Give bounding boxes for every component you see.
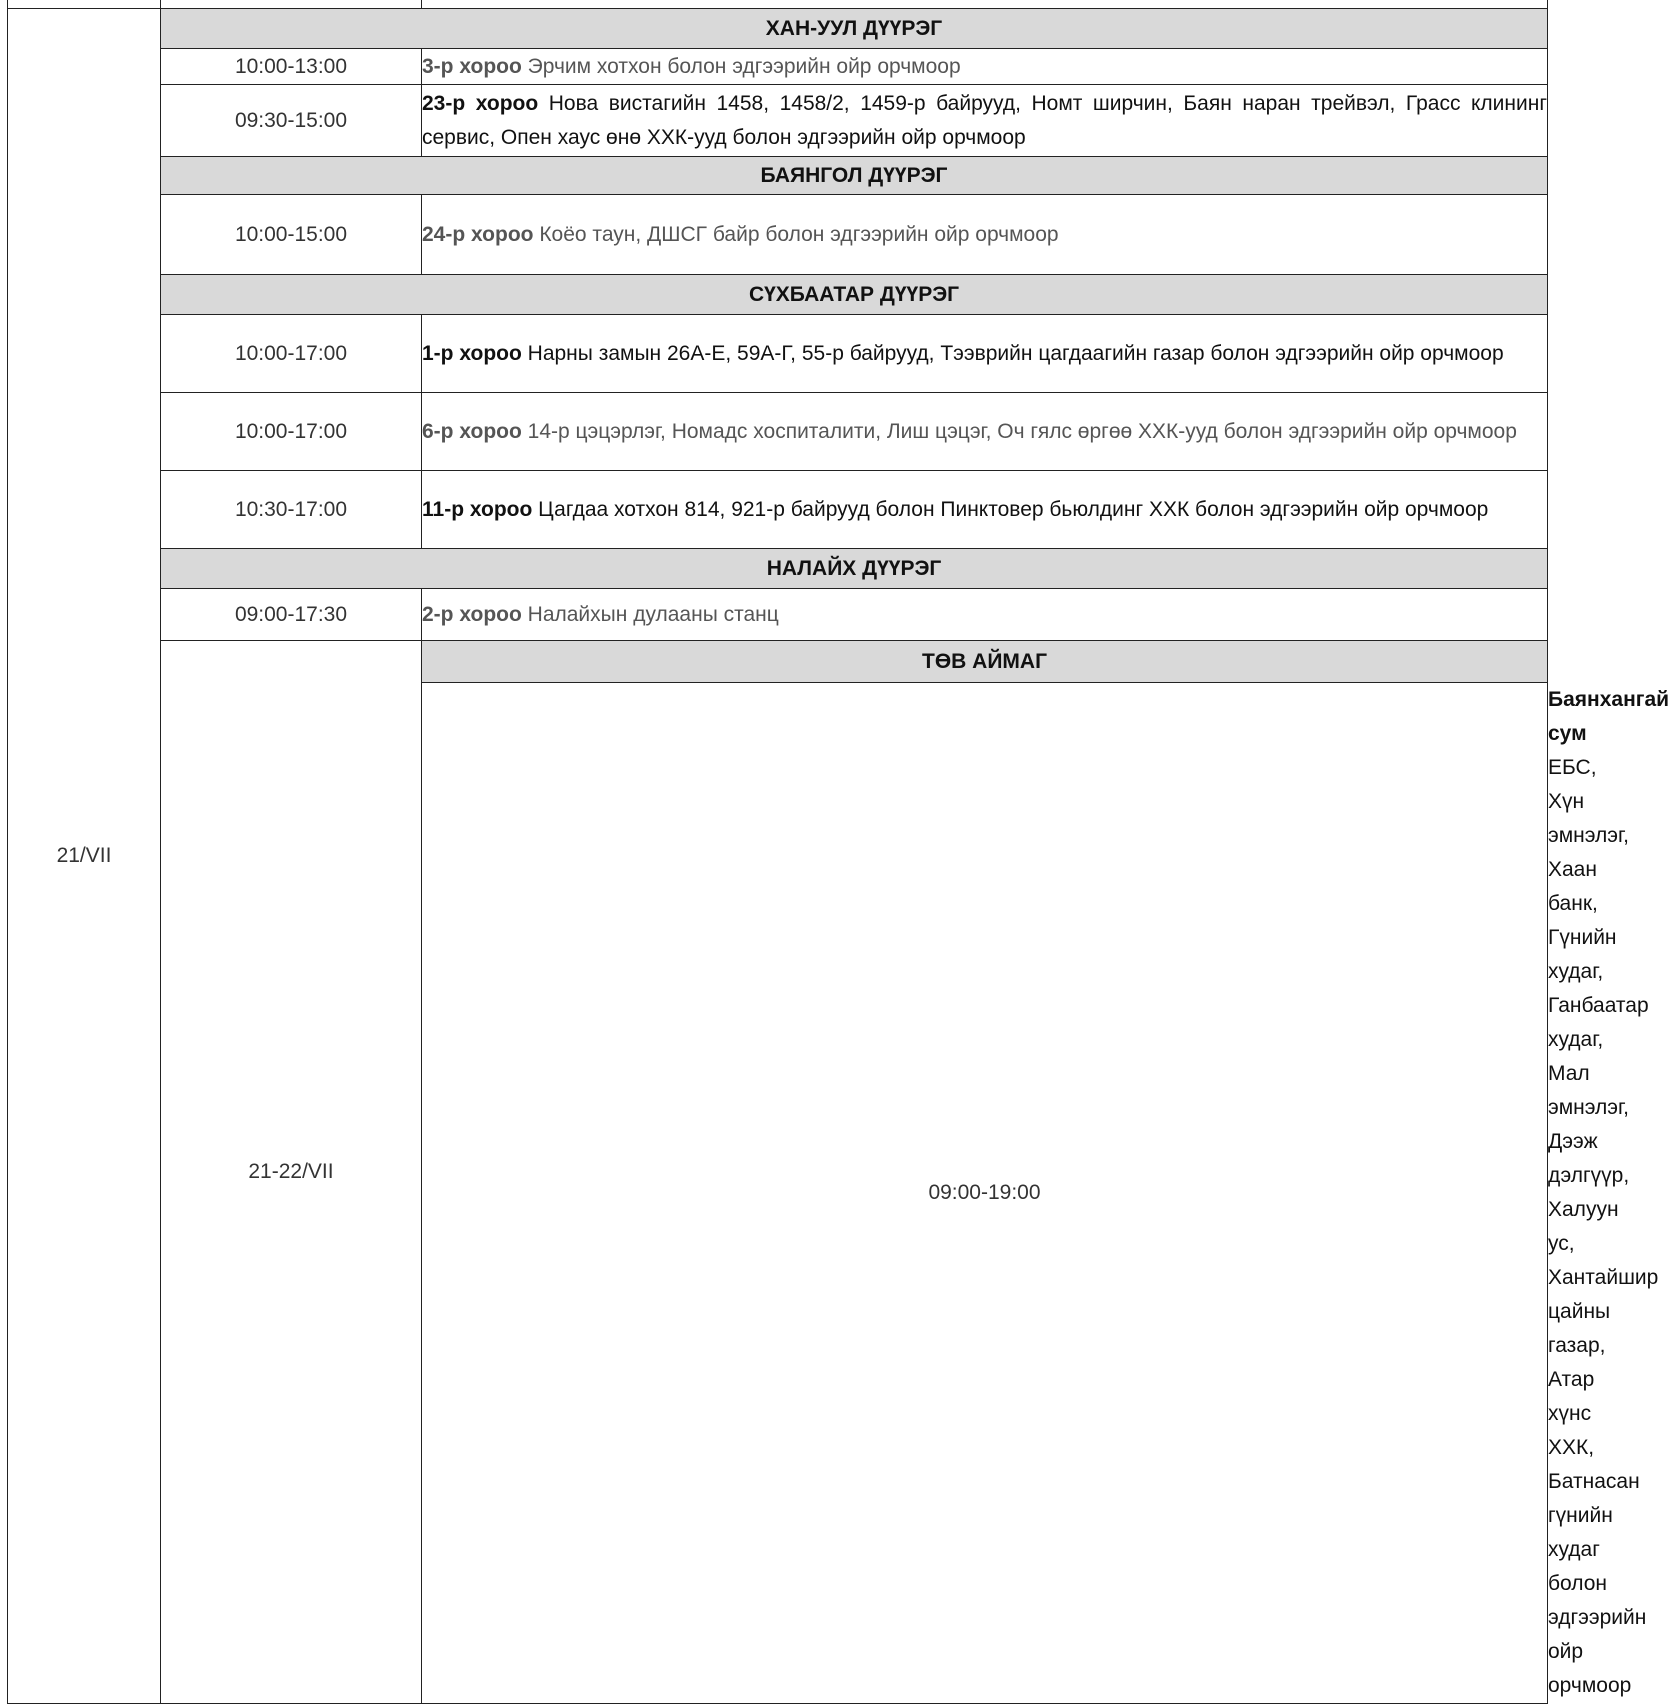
table-row [8, 195, 1548, 275]
district-header: ХАН-УУЛ ДҮҮРЭГ [161, 9, 1548, 49]
time-cell: 10:30-17:00 [161, 471, 422, 549]
location-cell [422, 49, 1548, 85]
table-row [8, 49, 1548, 85]
district-header-row [8, 9, 1548, 49]
table-row [8, 589, 1548, 641]
khoroo-label: 6-р хороо [422, 419, 522, 443]
time-cell: 09:00-17:30 [161, 589, 422, 641]
location-cell [422, 195, 1548, 275]
district-header-row [8, 549, 1548, 589]
district-header: ТӨВ АЙМАГ [422, 641, 1548, 683]
location-text: Цагдаа хотхон 814, 921-р байрууд болон Пинктовер бьюлдинг ХХК болон эдгээрийн ойр орчмоор [538, 497, 1489, 521]
table-row [8, 85, 1548, 157]
khoroo-label: 23-р хороо [422, 91, 539, 115]
district-header-row [8, 157, 1548, 195]
location-text: Нарны замын 26А-Е, 59А-Г, 55-р байрууд, Тээврийн цагдаагийн газар болон эдгээрийн ойр орчмоор [527, 341, 1504, 365]
location-cell [422, 315, 1548, 393]
location-cell [422, 589, 1548, 641]
table-row [8, 393, 1548, 471]
time-cell: 10:00-15:00 [161, 195, 422, 275]
table-row [8, 471, 1548, 549]
time-cell: 09:00-19:00 [422, 683, 1548, 1704]
date-cell: 21/VII [8, 9, 161, 1704]
location-text: 14-р цэцэрлэг, Номадс хоспиталити, Лиш цэцэг, Оч гялс өргөө ХХК-ууд болон эдгээрийн ойр орчмоор [527, 419, 1517, 443]
district-header: НАЛАЙХ ДҮҮРЭГ [161, 549, 1548, 589]
khoroo-label: Баянхангай сум [1548, 688, 1669, 745]
location-text: Эрчим хотхон болон эдгээрийн ойр орчмоор [527, 54, 961, 78]
time-cell: 10:00-13:00 [161, 49, 422, 85]
location-cell [422, 393, 1548, 471]
date-cell: 21-22/VII [161, 641, 422, 1704]
location-text: Налайхын дулааны станц [527, 602, 779, 626]
khoroo-label: 1-р хороо [422, 341, 522, 365]
khoroo-label: 11-р хороо [422, 497, 533, 521]
time-cell: 09:30-15:00 [161, 85, 422, 157]
outage-schedule-table [7, 0, 1669, 1704]
district-header-row [8, 275, 1548, 315]
district-header-row [8, 641, 1548, 683]
khoroo-label: 3-р хороо [422, 54, 522, 78]
time-cell: 10:00-17:00 [161, 393, 422, 471]
khoroo-label: 24-р хороо [422, 222, 534, 246]
location-cell [422, 471, 1548, 549]
time-cell: 10:00-17:00 [161, 315, 422, 393]
location-text: ЕБС, Хүн эмнэлэг, Хаан банк, Гүнийн худаг, Ганбаатар худаг, Мал эмнэлэг, Дээж дэлгүүр, Халуун ус, Хантайшир цайны газар, Атар хүнс ХХК, Батнасан гүнийн худаг болон эдгээрийн ойр орчмоор [1548, 756, 1659, 1697]
location-cell [422, 85, 1548, 157]
table-row [8, 315, 1548, 393]
district-header: СҮХБААТАР ДҮҮРЭГ [161, 275, 1548, 315]
district-header: БАЯНГОЛ ДҮҮРЭГ [161, 157, 1548, 195]
location-text: Нова вистагийн 1458, 1458/2, 1459-р байрууд, Номт ширчин, Баян наран трейвэл, Грасс клининг сервис, Опен хаус өнө ХХК-ууд болон эдгээрийн ойр орчмоор [422, 91, 1547, 149]
previous-row-fragment [8, 0, 1548, 9]
location-text: Коёо таун, ДШСГ байр болон эдгээрийн ойр орчмоор [539, 222, 1059, 246]
khoroo-label: 2-р хороо [422, 602, 522, 626]
